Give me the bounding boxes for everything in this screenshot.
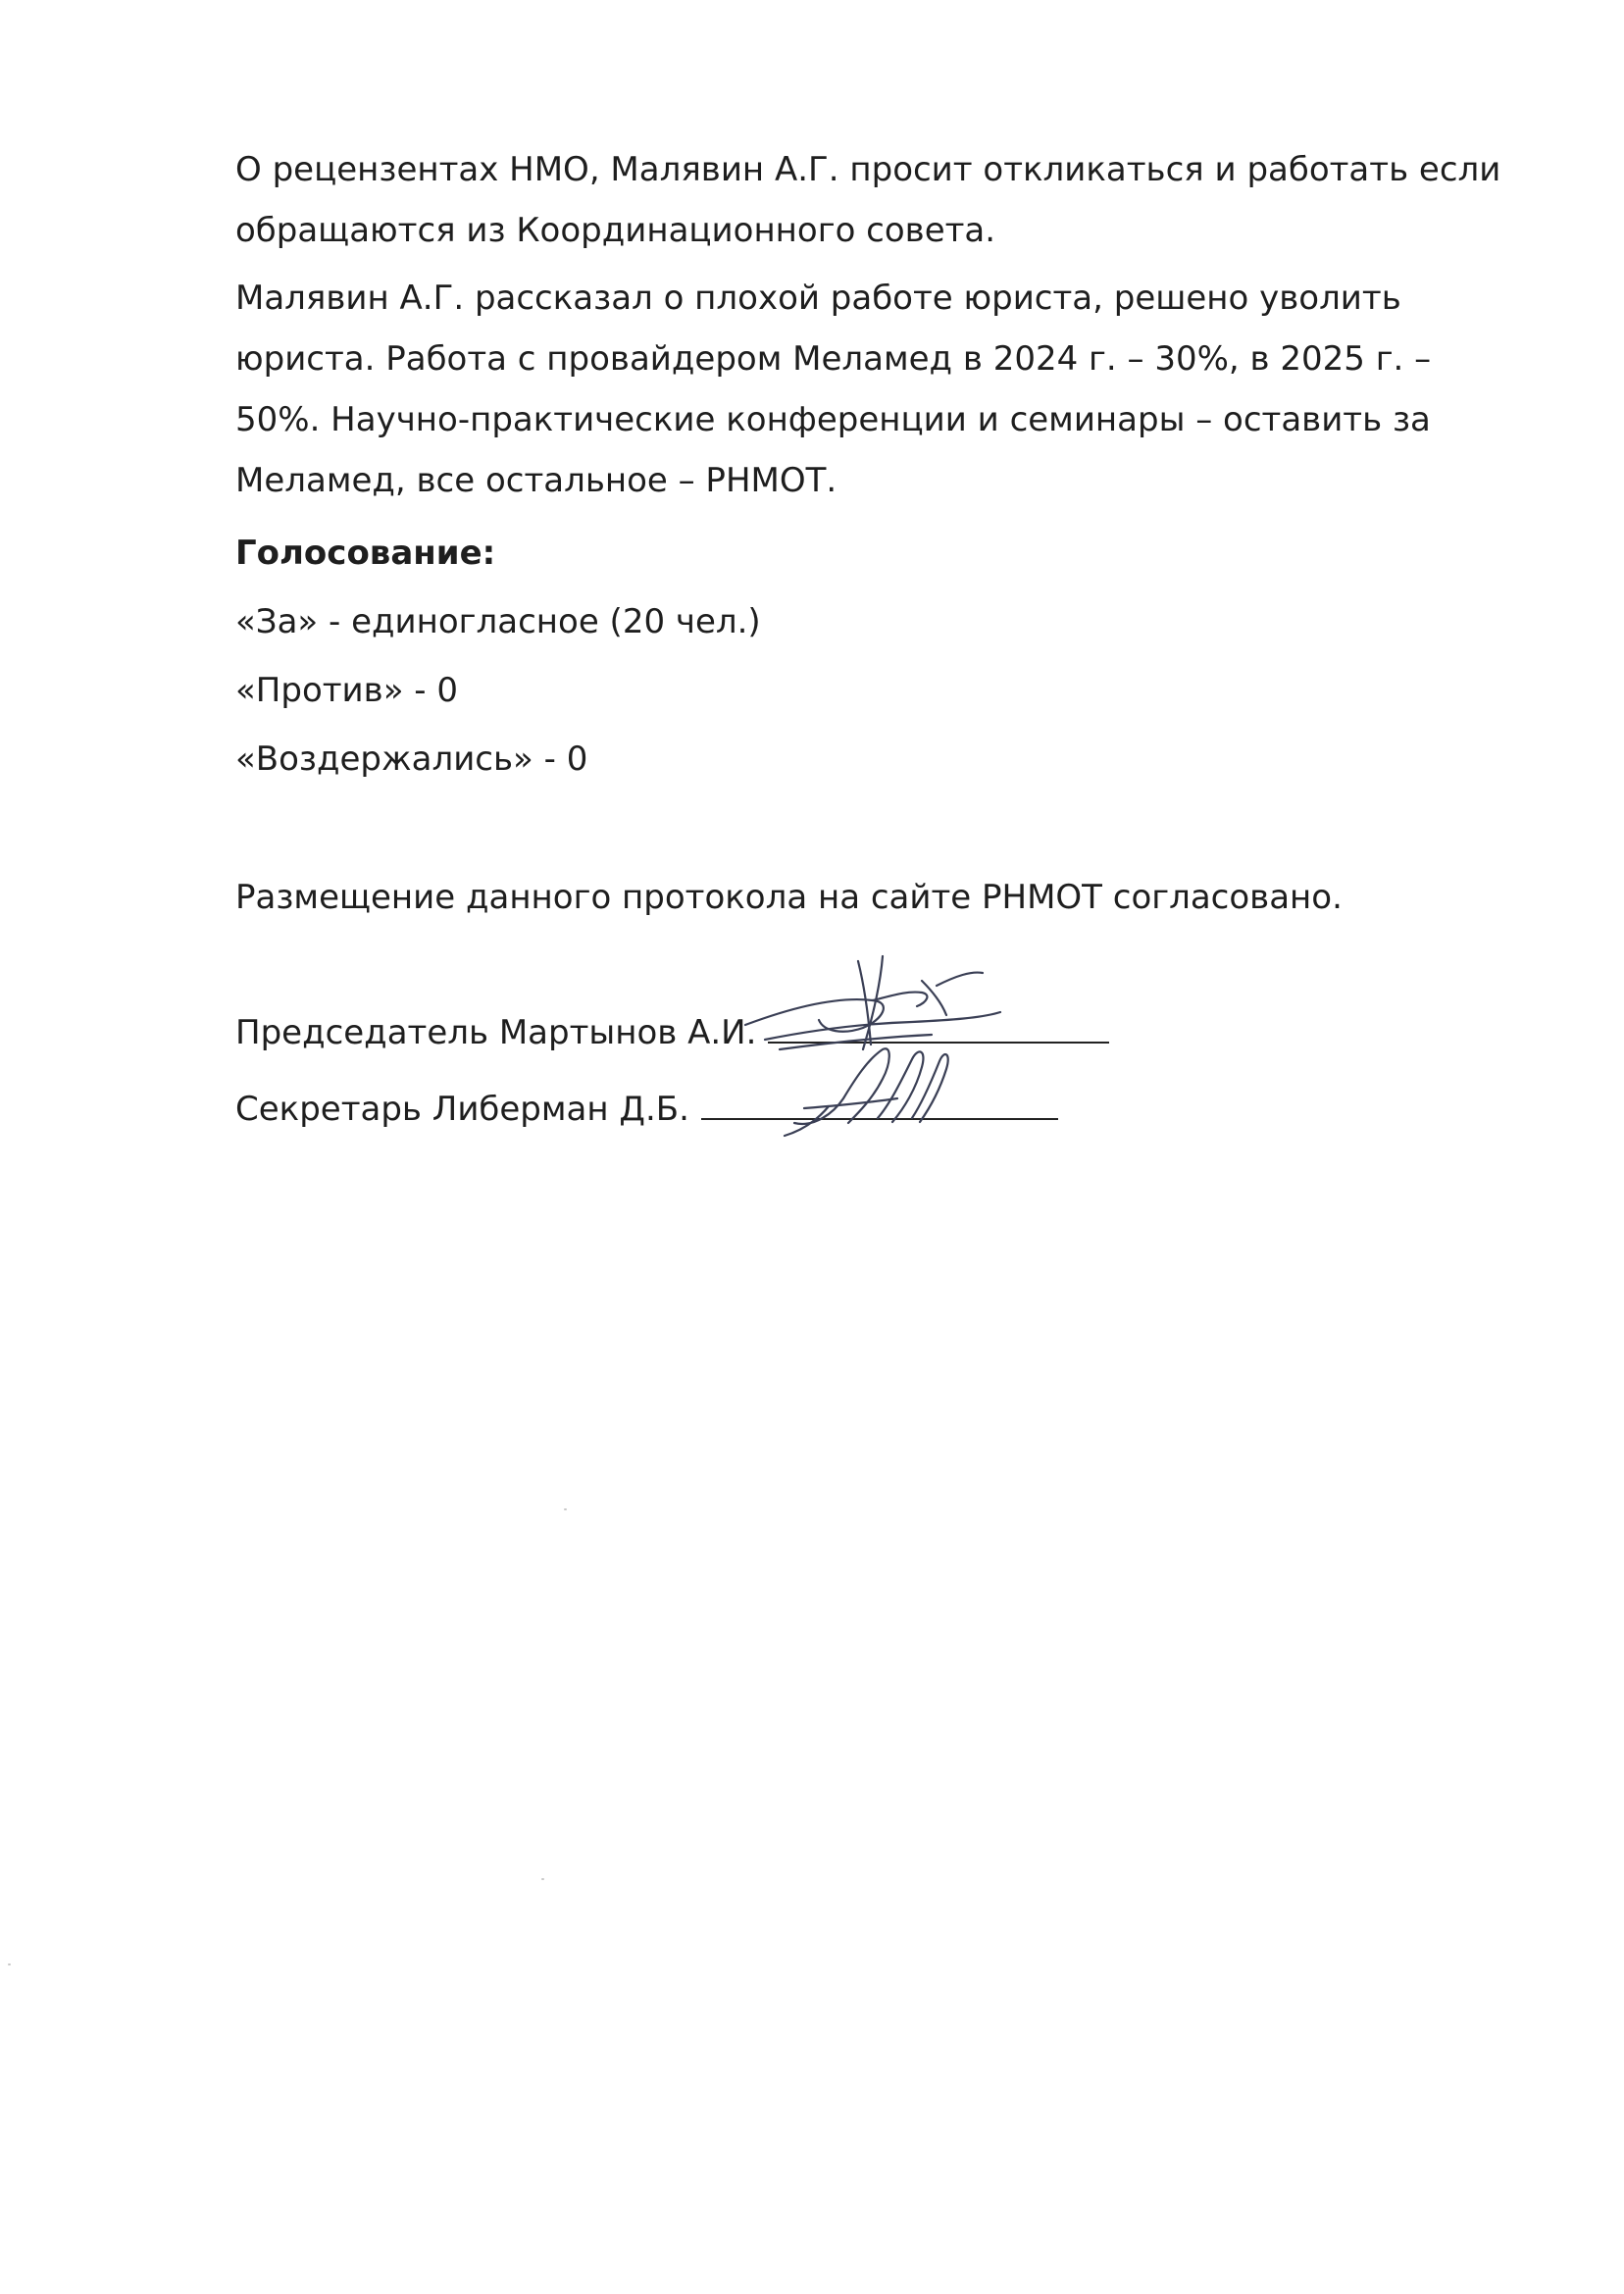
secretary-signature-image bbox=[775, 1020, 971, 1147]
vote-abstained: «Воздержались» - 0 bbox=[235, 739, 588, 779]
text-line: Малявин А.Г. рассказал о плохой работе юриста, решено уволить bbox=[235, 279, 1401, 318]
scan-speck bbox=[541, 1878, 544, 1880]
text-line: юриста. Работа с провайдером Меламед в 2024 г. – 30%, в 2025 г. – bbox=[235, 339, 1432, 379]
text-line: О рецензентах НМО, Малявин А.Г. просит откликаться и работать если bbox=[235, 150, 1501, 189]
scan-speck bbox=[564, 1508, 567, 1510]
vote-for: «За» - единогласное (20 чел.) bbox=[235, 602, 761, 641]
text-line: 50%. Научно-практические конференции и семинары – оставить за bbox=[235, 400, 1431, 439]
vote-against: «Против» - 0 bbox=[235, 671, 459, 710]
publication-note: Размещение данного протокола на сайте РНМОТ согласовано. bbox=[235, 878, 1343, 917]
chairman-label: Председатель Мартынов А.И. bbox=[235, 1013, 757, 1052]
paragraph-reviewers bbox=[235, 139, 1500, 261]
text-line: Меламед, все остальное – РНМОТ. bbox=[235, 461, 837, 500]
secretary-label: Секретарь Либерман Д.Б. bbox=[235, 1090, 689, 1129]
paragraph-lawyer bbox=[235, 268, 1500, 511]
voting-heading: Голосование: bbox=[235, 534, 496, 573]
text-line: обращаются из Координационного совета. bbox=[235, 211, 996, 250]
scan-speck bbox=[8, 1963, 11, 1965]
